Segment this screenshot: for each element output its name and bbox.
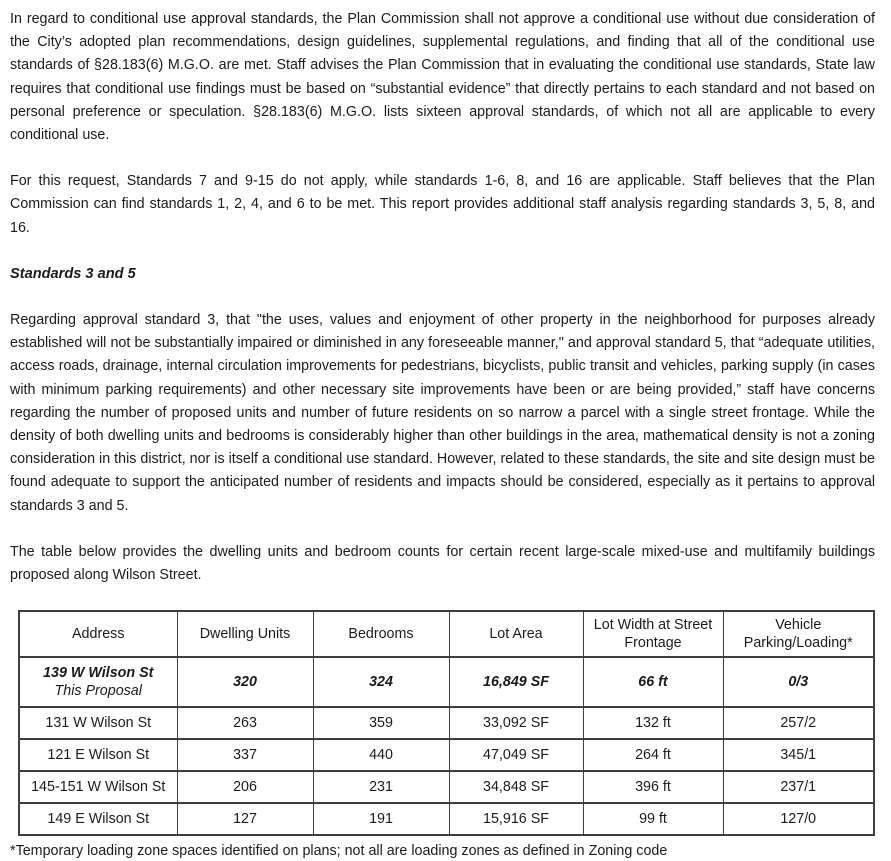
cell-dwelling-units: 127 xyxy=(177,803,313,835)
column-header-address: Address xyxy=(19,611,177,657)
cell-bedrooms: 440 xyxy=(313,739,449,771)
cell-lot-width: 396 ft xyxy=(583,771,723,803)
paragraph-table-intro: The table below provides the dwelling units and bedroom counts for certain recent large-scale mixed-use and multifamily buildings proposed along Wilson Street. xyxy=(10,543,875,584)
column-header-bedrooms: Bedrooms xyxy=(313,611,449,657)
column-header-dwelling-units: Dwelling Units xyxy=(177,611,313,657)
proposal-sub-label: This Proposal xyxy=(54,683,142,700)
cell-lot-width: 264 ft xyxy=(583,739,723,771)
cell-dwelling-units: 337 xyxy=(177,739,313,771)
cell-lot-area: 47,049 SF xyxy=(449,739,583,771)
table-row-proposal xyxy=(19,657,874,707)
cell-parking: 127/0 xyxy=(723,803,874,835)
table-footnote: *Temporary loading zone spaces identified on plans; not all are loading zones as defined in Zoning code xyxy=(10,843,668,860)
cell-proposal-bedrooms: 324 xyxy=(313,657,449,707)
table-row-145-151-w-wilson xyxy=(19,771,874,803)
cell-parking: 345/1 xyxy=(723,739,874,771)
paragraph-standards-3-5-analysis: Regarding approval standard 3, that "the uses, values and enjoyment of other property in the neighborhood for purposes already established will not be substantially impaired or diminished in any foreseeable manner," and approval standard 5, that “adequate utilities, access roads, drainage, internal circulation improvements for pedestrians, bicyclists, public transit and vehicles, parking supply (in cases with minimum parking requirements) and other necessary site improvements have been or are being provided,” staff have concerns regarding the number of proposed units and number of future residents on so narrow a parcel with a single street frontage. While the density of both dwelling units and bedrooms is considerably higher than other buildings in the area, mathematical density is not a zoning consideration in this district, nor is itself a conditional use standard. However, related to these standards, the site and site design must be found adequate to support the anticipated number of residents and impacts should be considered, especially as it pertains to approval standards 3 and 5. xyxy=(10,312,875,514)
proposal-address-text: 139 W Wilson St xyxy=(43,665,154,682)
wilson-street-comparison-table xyxy=(18,610,875,836)
paragraph-applicable-standards: For this request, Standards 7 and 9-15 do not apply, while standards 1-6, 8, and 16 are applicable. Staff believes that the Plan Commission can find standards 1, 2, 4, and 6 to be met. This report provides additional staff analysis regarding standards 3, 5, 8, and 16. xyxy=(10,173,875,236)
column-header-lot-width: Lot Width at Street Frontage xyxy=(583,611,723,657)
cell-dwelling-units: 206 xyxy=(177,771,313,803)
cell-lot-area: 15,916 SF xyxy=(449,803,583,835)
cell-address: 121 E Wilson St xyxy=(19,739,177,771)
cell-dwelling-units: 263 xyxy=(177,707,313,739)
table-row-149-e-wilson xyxy=(19,803,874,835)
table-row-131-w-wilson xyxy=(19,707,874,739)
table-row-121-e-wilson xyxy=(19,739,874,771)
cell-proposal-dwelling-units: 320 xyxy=(177,657,313,707)
cell-proposal-lot-area: 16,849 SF xyxy=(449,657,583,707)
cell-parking: 237/1 xyxy=(723,771,874,803)
cell-address: 149 E Wilson St xyxy=(19,803,177,835)
cell-proposal-address xyxy=(19,657,177,707)
cell-proposal-lot-width: 66 ft xyxy=(583,657,723,707)
cell-bedrooms: 191 xyxy=(313,803,449,835)
cell-address: 131 W Wilson St xyxy=(19,707,177,739)
table-header-row xyxy=(19,611,874,657)
column-header-vehicle-parking: Vehicle Parking/Loading* xyxy=(723,611,874,657)
cell-bedrooms: 231 xyxy=(313,771,449,803)
cell-bedrooms: 359 xyxy=(313,707,449,739)
cell-proposal-parking: 0/3 xyxy=(723,657,874,707)
paragraph-conditional-use-standards: In regard to conditional use approval standards, the Plan Commission shall not approve a conditional use without due consideration of the City’s adopted plan recommendations, design guidelines, supplemental regulations, and finding that all of the conditional use standards of §28.183(6) M.G.O. are met. Staff advises the Plan Commission that in evaluating the conditional use standards, State law requires that conditional use findings must be based on “substantial evidence” that directly pertains to each standard and not based on personal preference or speculation. §28.183(6) M.G.O. lists sixteen approval standards, of which not all are applicable to every conditional use. xyxy=(10,11,875,144)
cell-lot-area: 34,848 SF xyxy=(449,771,583,803)
cell-address: 145-151 W Wilson St xyxy=(19,771,177,803)
section-heading-standards-3-and-5: Standards 3 and 5 xyxy=(10,265,136,282)
cell-lot-width: 99 ft xyxy=(583,803,723,835)
cell-lot-area: 33,092 SF xyxy=(449,707,583,739)
column-header-lot-area: Lot Area xyxy=(449,611,583,657)
cell-parking: 257/2 xyxy=(723,707,874,739)
cell-lot-width: 132 ft xyxy=(583,707,723,739)
